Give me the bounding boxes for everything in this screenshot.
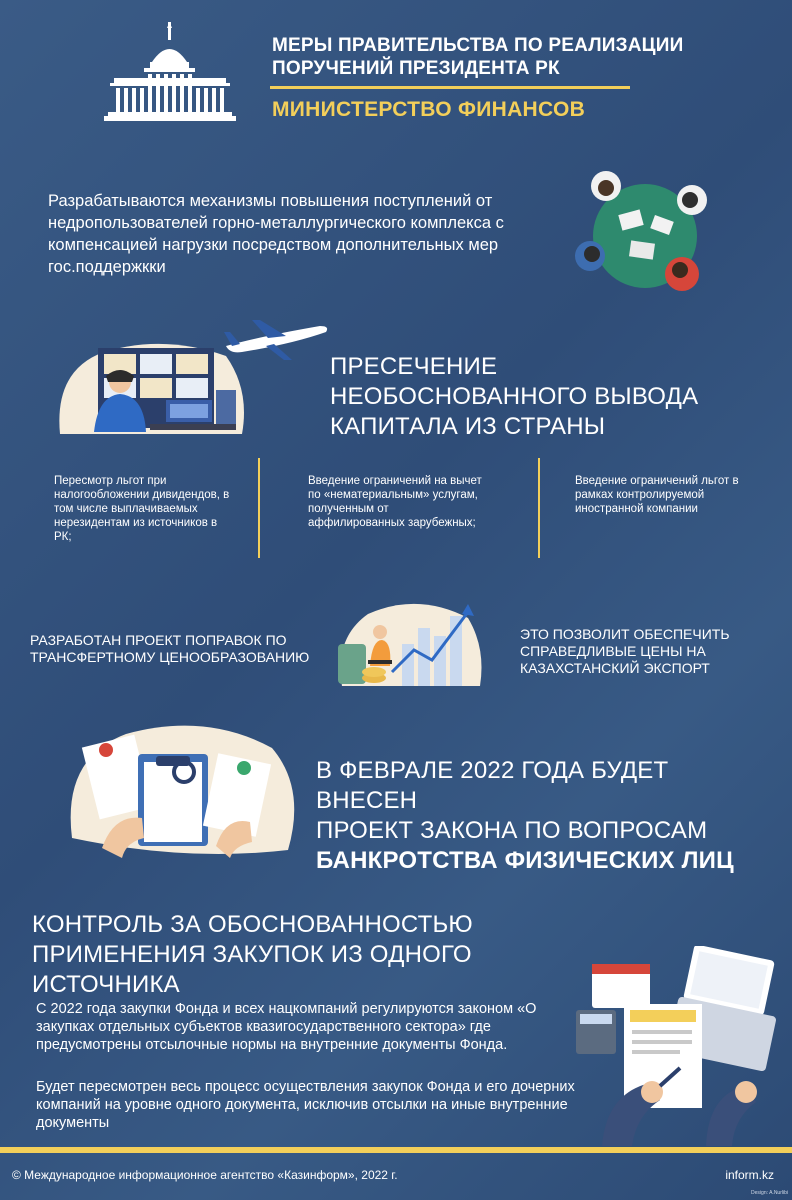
measure-intangible-services: Введение ограничений на вычет по «нематериальным» услугам, полученным от аффилированных зарубежных; (308, 475, 482, 529)
procurement-review-text: Будет пересмотрен весь процесс осуществления закупок Фонда и его дочерних компаний на уровне одного документа, исключив отсылки на иные внутренние документы (36, 1079, 575, 1131)
meeting-table-icon (570, 166, 720, 302)
measure-dividends: Пересмотр льгот при налогообложении дивидендов, в том числе выплачиваемых нерезидентам из источников в РК; (54, 475, 230, 543)
title-divider (270, 86, 630, 89)
akorda-building-icon (104, 22, 236, 122)
procurement-law-text: С 2022 года закупки Фонда и всех нацкомпаний регулируются законом «О закупках отдельных субъектов квазигосударственного сектора» где предусмотрены отсылочные нормы на внутренние документы Фонда. (36, 1001, 537, 1053)
office-desk-icon (576, 946, 776, 1146)
control-room-icon (54, 330, 250, 442)
bankruptcy-law-heading (316, 756, 776, 876)
ministry-name: МИНИСТЕРСТВО ФИНАНСОВ (272, 98, 586, 121)
airplane-icon (222, 318, 330, 362)
footer-site-link[interactable]: inform.kz (725, 1168, 774, 1182)
fair-prices-text: ЭТО ПОЗВОЛИТ ОБЕСПЕЧИТЬ СПРАВЕДЛИВЫЕ ЦЕНЫ НА КАЗАХСТАНСКИЙ ЭКСПОРТ (520, 626, 730, 676)
capital-outflow-heading: ПРЕСЕЧЕНИЕ НЕОБОСНОВАННОГО ВЫВОДА КАПИТАЛА ИЗ СТРАНЫ (330, 353, 699, 440)
procurement-control-heading: КОНТРОЛЬ ЗА ОБОСНОВАННОСТЬЮ ПРИМЕНЕНИЯ ЗАКУПОК ИЗ ОДНОГО ИСТОЧНИКА (32, 911, 473, 998)
footer-divider (0, 1147, 792, 1153)
documents-review-icon (66, 718, 302, 858)
page-title: МЕРЫ ПРАВИТЕЛЬСТВА ПО РЕАЛИЗАЦИИ ПОРУЧЕНИЙ ПРЕЗИДЕНТА РК (272, 35, 684, 79)
measure-controlled-foreign-company: Введение ограничений льгот в рамках контролируемой иностранной компании (575, 475, 739, 515)
column-divider (258, 458, 260, 558)
bankruptcy-line-1: В ФЕВРАЛЕ 2022 ГОДА БУДЕТ ВНЕСЕН (316, 757, 669, 814)
growth-chart-icon (328, 598, 488, 692)
bankruptcy-line-2: ПРОЕКТ ЗАКОНА ПО ВОПРОСАМ (316, 817, 708, 844)
mining-measures-text: Разрабатываются механизмы повышения поступлений от недропользователей горно-металлургического комплекса с компенсацией нагрузки посредством дополнительных мер гос.поддержкки (48, 192, 504, 276)
design-credit: Design: A.Nurlibi (751, 1190, 788, 1196)
transfer-pricing-text: РАЗРАБОТАН ПРОЕКТ ПОПРАВОК ПО ТРАНСФЕРТНОМУ ЦЕНООБРАЗОВАНИЮ (30, 632, 310, 665)
bankruptcy-line-3: БАНКРОТСТВА ФИЗИЧЕСКИХ ЛИЦ (316, 847, 734, 874)
column-divider (538, 458, 540, 558)
footer-copyright: © Международное информационное агентство «Казинформ», 2022 г. (12, 1168, 398, 1182)
